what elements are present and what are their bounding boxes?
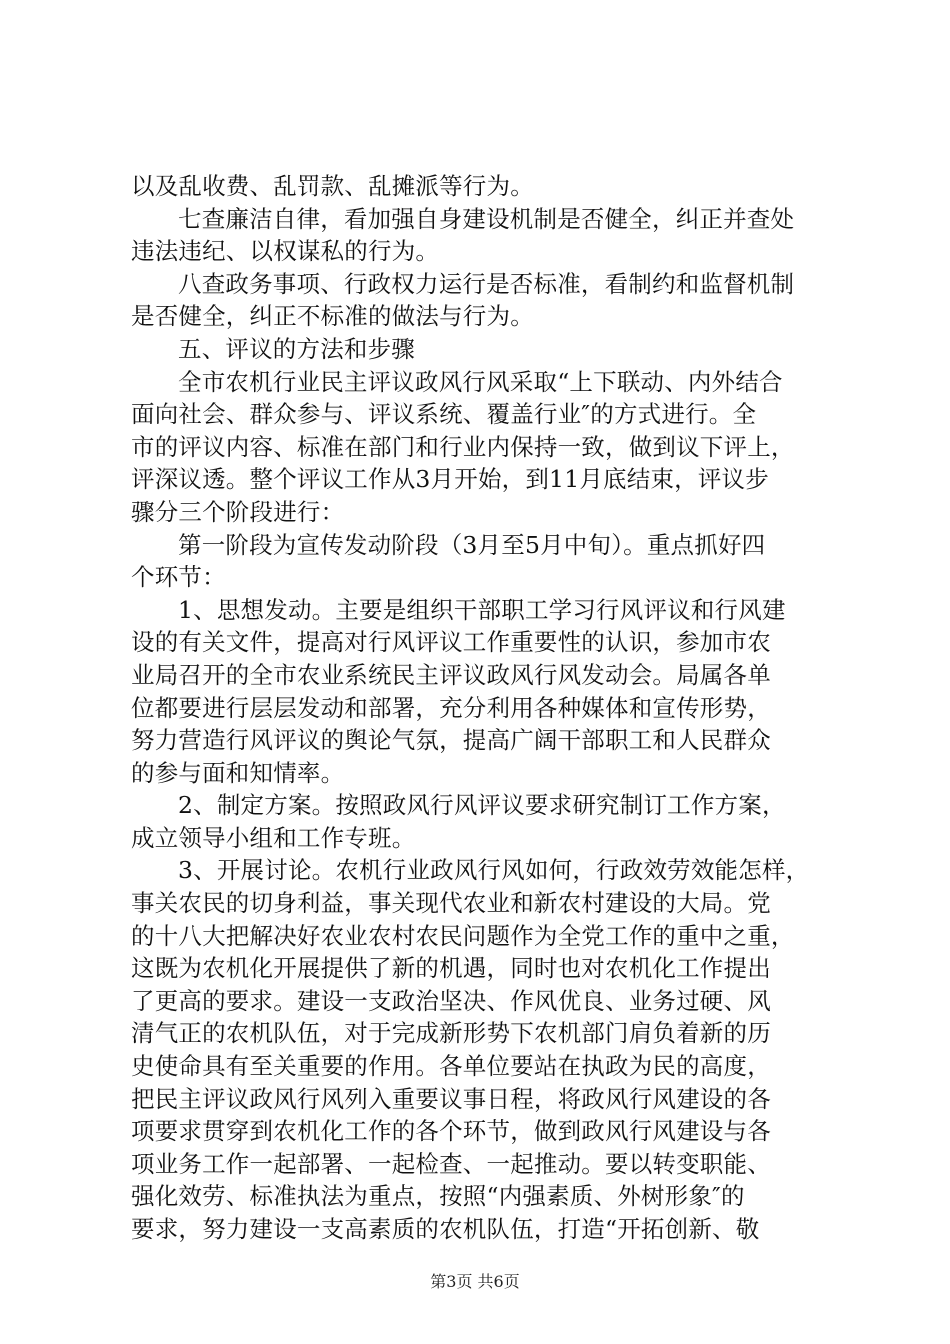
text-line: 要求，努力建设一支高素质的农机队伍，打造“开拓创新、敬 [131,1215,760,1243]
text-line: 八查政务事项、行政权力运行是否标准，看制约和监督机制 [178,269,795,298]
text-line: 设的有关文件，提高对行风评议工作重要性的认识，参加市农 [131,628,771,657]
text-line: 的十八大把解决好农业农村农民问题作为全党工作的重中之重， [131,921,795,950]
text-line: 2、制定方案。按照政风行风评议要求研究制订工作方案， [178,791,786,820]
text-line: 业局召开的全市农业系统民主评议政风行风发动会。局属各单 [131,660,771,689]
text-line: 个环节： [131,563,226,592]
text-line: 市的评议内容、标准在部门和行业内保持一致，做到议下评上， [131,432,795,461]
text-line: 第一阶段为宣传发动阶段（3月至5月中旬）。重点抓好四 [178,530,766,559]
text-line: 成立领导小组和工作专班。 [131,823,416,852]
text-line: 清气正的农机队伍，对于完成新形势下农机部门肩负着新的历 [131,1019,771,1048]
text-line: 是否健全，纠正不标准的做法与行为。 [131,302,534,331]
text-line: 了更高的要求。建设一支政治坚决、作风优良、业务过硬、风 [131,986,771,1015]
text-line: 违法违纪、以权谋私的行为。 [131,237,440,266]
text-line: 面向社会、群众参与、评议系统、覆盖行业″的方式进行。全 [131,400,757,429]
text-line: 以及乱收费、乱罚款、乱摊派等行为。 [131,172,534,200]
text-line: 项业务工作一起部署、一起检查、一起推动。要以转变职能、 [131,1149,771,1178]
text-line: 位都要进行层层发动和部署，充分利用各种媒体和宣传形势， [131,693,771,722]
page-footer: 第3页 共6页 [430,1272,520,1291]
document-body [131,170,831,1246]
text-line: 强化效劳、标准执法为重点，按照“内强素质、外树形象″的 [131,1182,745,1211]
text-line: 把民主评议政风行风列入重要议事日程，将政风行风建设的各 [131,1084,771,1113]
text-line: 全市农机行业民主评议政风行风采取“上下联动、内外结合 [178,367,783,396]
text-line: 评深议透。整个评议工作从3月开始，到11月底结束，评议步 [131,465,769,494]
text-line: 3、开展讨论。农机行业政风行风如何，行政效劳效能怎样， [178,856,810,885]
text-line: 项要求贯穿到农机化工作的各个环节，做到政风行风建设与各 [131,1117,771,1146]
text-line: 七查廉洁自律，看加强自身建设机制是否健全，纠正并查处 [178,204,795,233]
text-line: 1、思想发动。主要是组织干部职工学习行风评议和行风建 [178,595,786,624]
text-line: 这既为农机化开展提供了新的机遇，同时也对农机化工作提出 [131,954,771,983]
text-line: 五、评议的方法和步骤 [178,334,415,363]
text-line: 的参与面和知情率。 [131,758,345,787]
text-line: 努力营造行风评议的舆论气氛，提高广阔干部职工和人民群众 [131,726,771,755]
text-line: 史使命具有至关重要的作用。各单位要站在执政为民的高度， [131,1052,771,1081]
text-line: 事关农民的切身利益，事关现代农业和新农村建设的大局。党 [131,889,771,918]
text-line: 骤分三个阶段进行： [131,497,345,526]
